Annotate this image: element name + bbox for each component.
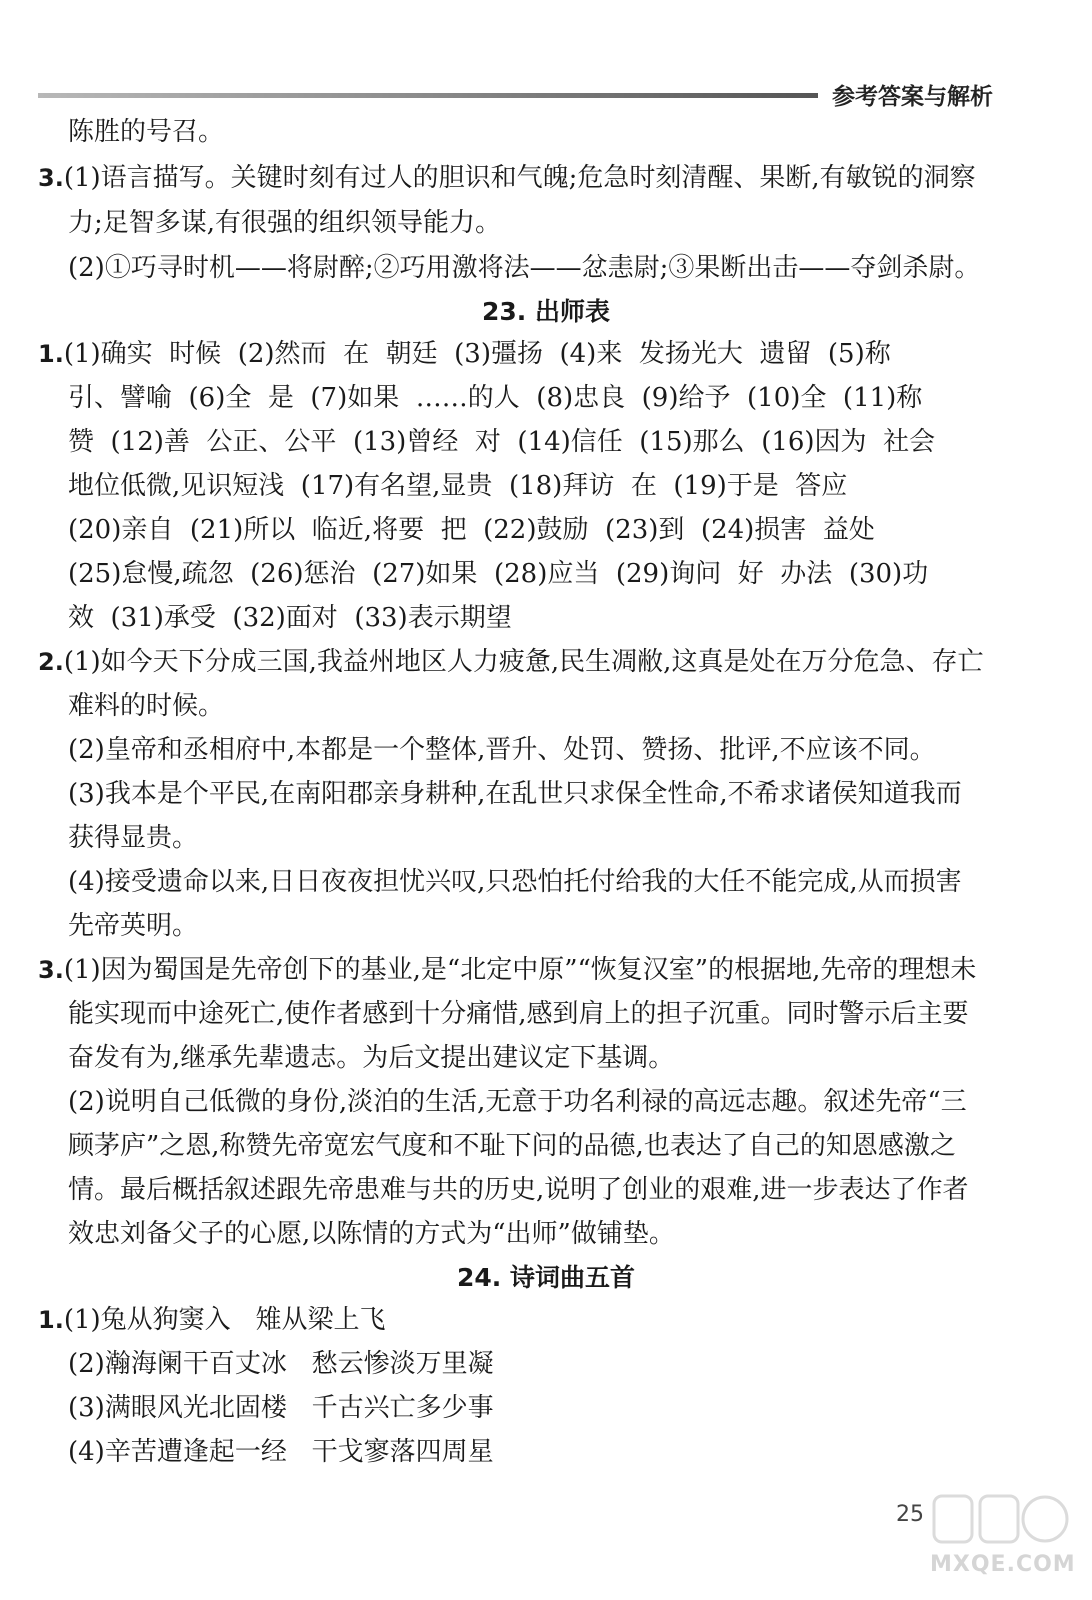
answer-text: 难料的时候。 xyxy=(68,691,225,721)
answer-text: (4)辛苦遭逢起一经 干戈寥落四周星 xyxy=(68,1437,494,1467)
answer-line xyxy=(68,601,512,635)
answer-line xyxy=(38,337,891,371)
answer-line xyxy=(68,1173,969,1207)
answer-line xyxy=(68,1347,494,1381)
answer-line xyxy=(68,1217,675,1251)
answer-line xyxy=(38,161,976,195)
answer-line xyxy=(38,645,983,679)
question-number: 3. xyxy=(38,956,64,984)
answer-text: 赞 (12)善 公正、公平 (13)曾经 对 (14)信任 (15)那么 (16)因为 社会 xyxy=(68,427,936,457)
answer-line xyxy=(68,777,962,811)
header-rule xyxy=(38,93,818,98)
answer-text: 顾茅庐”之恩,称赞先帝宽宏气度和不耻下问的品德,也表达了自己的知恩感激之 xyxy=(68,1131,956,1161)
answer-line xyxy=(68,821,198,855)
answer-text: (2)①巧寻时机——将尉醉;②巧用激将法——忿恚尉;③果断出击——夺剑杀尉。 xyxy=(68,253,981,283)
answer-line xyxy=(68,1041,674,1075)
answer-text: (4)接受遗命以来,日日夜夜担忧兴叹,只恐怕托付给我的大任不能完成,从而损害 xyxy=(68,867,962,897)
answer-text: 情。最后概括叙述跟先帝患难与共的历史,说明了创业的艰难,进一步表达了作者 xyxy=(68,1175,969,1205)
answer-line xyxy=(68,1435,494,1469)
answer-line xyxy=(68,689,224,723)
answer-text: (2)皇帝和丞相府中,本都是一个整体,晋升、处罚、赞扬、批评,不应该不同。 xyxy=(68,735,936,765)
watermark-icon xyxy=(930,1490,1070,1550)
answer-line xyxy=(68,251,980,285)
section-title: 24. 诗词曲五首 xyxy=(457,1263,635,1292)
answer-line xyxy=(68,997,969,1031)
answer-line xyxy=(68,1129,956,1163)
question-number: 3. xyxy=(38,164,64,192)
header-title: 参考答案与解析 xyxy=(832,84,993,110)
answer-text: (2)瀚海阑干百丈冰 愁云惨淡万里凝 xyxy=(68,1349,494,1379)
page-number: 25 xyxy=(896,1502,924,1527)
answer-line xyxy=(38,953,976,987)
answer-line xyxy=(68,513,875,547)
answer-text: 陈胜的号召。 xyxy=(68,117,225,147)
answer-text: (25)怠慢,疏忽 (26)惩治 (27)如果 (28)应当 (29)询问 好 办法 (30)功 xyxy=(68,559,929,589)
answer-line xyxy=(68,381,922,415)
watermark-text: MXQE.COM xyxy=(930,1552,1076,1577)
question-number: 1. xyxy=(38,1306,64,1334)
answer-text: (1)语言描写。关键时刻有过人的胆识和气魄;危急时刻清醒、果断,有敏锐的洞察 xyxy=(63,163,976,193)
answer-line xyxy=(68,469,847,503)
watermark-logo xyxy=(930,1490,1076,1590)
answer-text: (1)确实 时候 (2)然而 在 朝廷 (3)彊扬 (4)来 发扬光大 遗留 (5)称 xyxy=(63,339,891,369)
answer-text: (3)我本是个平民,在南阳郡亲身耕种,在乱世只求保全性命,不希求诸侯知道我而 xyxy=(68,779,962,809)
answer-text: (20)亲自 (21)所以 临近,将要 把 (22)鼓励 (23)到 (24)损害 益处 xyxy=(68,515,875,545)
answer-text: 效 (31)承受 (32)面对 (33)表示期望 xyxy=(68,603,512,633)
answer-line xyxy=(68,557,928,591)
answer-text: (3)满眼风光北固楼 千古兴亡多少事 xyxy=(68,1393,494,1423)
answer-line xyxy=(68,206,501,240)
answer-text: (2)说明自己低微的身份,淡泊的生活,无意于功名利禄的高远志趣。叙述先帝“三 xyxy=(68,1087,967,1117)
answer-text: 引、譬喻 (6)全 是 (7)如果 ……的人 (8)忠良 (9)给予 (10)全 (11)称 xyxy=(68,383,923,413)
answer-text: 获得显贵。 xyxy=(68,823,199,853)
answer-line xyxy=(38,1303,385,1337)
answer-line xyxy=(68,865,962,899)
answer-text: (1)因为蜀国是先帝创下的基业,是“北定中原”“恢复汉室”的根据地,先帝的理想未 xyxy=(63,955,977,985)
answer-text: 先帝英明。 xyxy=(68,911,199,941)
question-number: 2. xyxy=(38,648,64,676)
answer-text: (1)如今天下分成三国,我益州地区人力疲惫,民生凋敝,这真是处在万分危急、存亡 xyxy=(63,647,984,677)
answer-text: 奋发有为,继承先辈遗志。为后文提出建议定下基调。 xyxy=(68,1043,675,1073)
answer-text: 效忠刘备父子的心愿,以陈情的方式为“出师”做铺垫。 xyxy=(68,1219,675,1249)
answer-text: (1)兔从狗窦入 雉从梁上飞 xyxy=(63,1305,386,1335)
answer-line xyxy=(68,1085,967,1119)
answer-text: 能实现而中途死亡,使作者感到十分痛惜,感到肩上的担子沉重。同时警示后主要 xyxy=(68,999,969,1029)
section-title: 23. 出师表 xyxy=(482,297,610,326)
answer-line xyxy=(68,115,224,149)
question-number: 1. xyxy=(38,340,64,368)
answer-text: 地位低微,见识短浅 (17)有名望,显贵 (18)拜访 在 (19)于是 答应 xyxy=(68,471,848,501)
answer-line xyxy=(68,909,198,943)
answer-text: 力;足智多谋,有很强的组织领导能力。 xyxy=(68,208,502,238)
answer-line xyxy=(68,733,936,767)
answer-line xyxy=(68,1391,494,1425)
answer-line xyxy=(68,425,935,459)
